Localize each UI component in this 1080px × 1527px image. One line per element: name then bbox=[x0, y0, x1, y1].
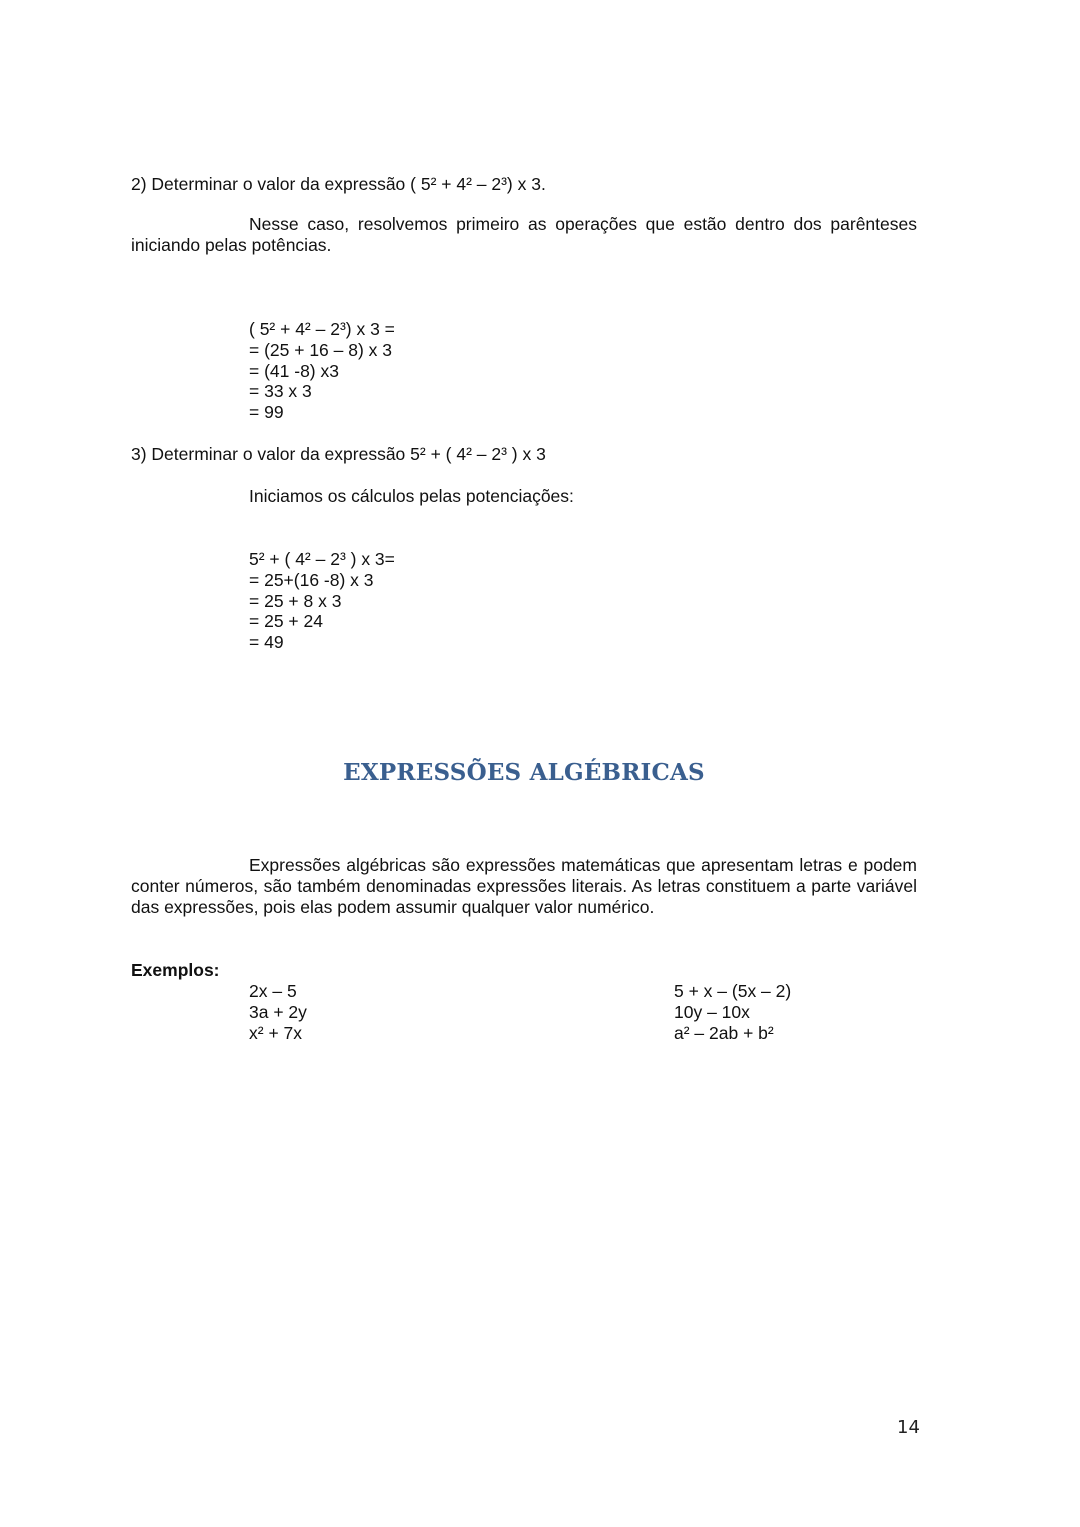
step-line: = 25 + 24 bbox=[249, 611, 323, 632]
examples-label: Exemplos: bbox=[131, 960, 220, 980]
examples-left-column bbox=[249, 981, 307, 1043]
step-line: 5² + ( 4² – 2³ ) x 3= bbox=[249, 549, 395, 569]
example-3-explanation: Iniciamos os cálculos pelas potenciações: bbox=[249, 486, 574, 506]
example-expression: 3a + 2y bbox=[249, 1001, 307, 1022]
example-3-title: 3) Determinar o valor da expressão 5² + ( 4² – 2³ ) x 3 bbox=[131, 444, 546, 464]
step-line: = 49 bbox=[249, 632, 284, 653]
section-intro: Expressões algébricas são expressões matemáticas que apresentam letras e podem conter números, são também denominadas expressões literais. As letras constituem a parte variável das expressões, pois elas podem assumir qualquer valor numérico. bbox=[131, 855, 917, 917]
section-heading: EXPRESSÕES ALGÉBRICAS bbox=[343, 759, 705, 786]
step-line: ( 5² + 4² – 2³) x 3 = bbox=[249, 319, 395, 339]
step-line: = (25 + 16 – 8) x 3 bbox=[249, 339, 393, 360]
example-expression: 10y – 10x bbox=[674, 1001, 750, 1022]
example-2-steps bbox=[249, 319, 395, 423]
example-expression: x² + 7x bbox=[249, 1022, 303, 1043]
example-2-explanation: Nesse caso, resolvemos primeiro as operações que estão dentro dos parênteses iniciando pelas potências. bbox=[131, 214, 917, 255]
example-expression: a² – 2ab + b² bbox=[674, 1022, 774, 1043]
example-expression: 2x – 5 bbox=[249, 981, 297, 1001]
step-line: = 25+(16 -8) x 3 bbox=[249, 569, 374, 590]
step-line: = 25 + 8 x 3 bbox=[249, 590, 342, 611]
example-expression: 5 + x – (5x – 2) bbox=[674, 981, 792, 1001]
step-line: = 33 x 3 bbox=[249, 381, 312, 402]
example-2-title: 2) Determinar o valor da expressão ( 5² + 4² – 2³) x 3. bbox=[131, 174, 546, 194]
step-line: = 99 bbox=[249, 402, 284, 423]
examples-right-column bbox=[674, 981, 791, 1043]
page-number: 14 bbox=[897, 1417, 920, 1438]
step-line: = (41 -8) x3 bbox=[249, 360, 339, 381]
example-3-steps bbox=[249, 549, 395, 653]
